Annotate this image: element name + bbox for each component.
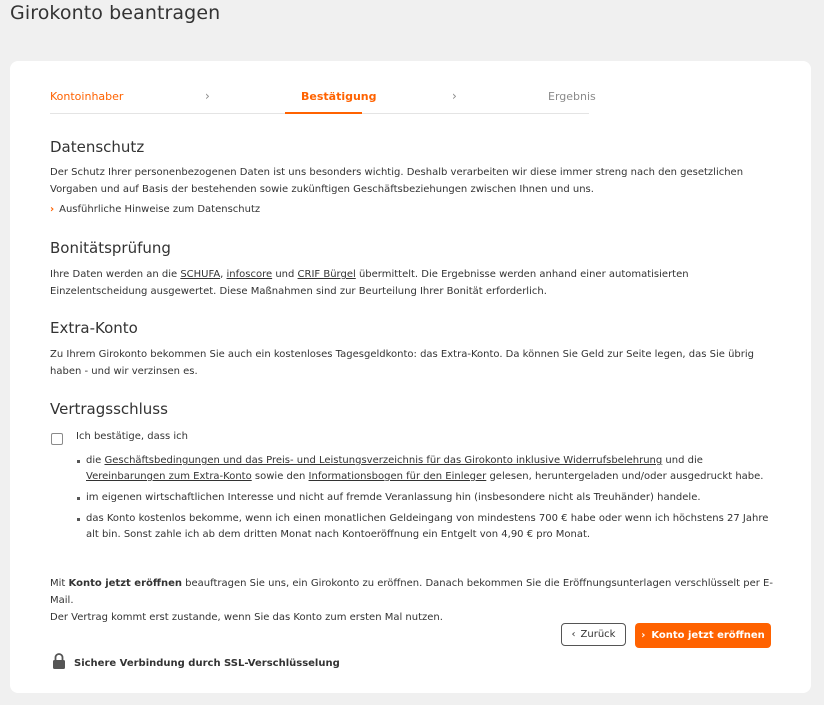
- list-item: [76, 453, 776, 485]
- progress-stepper: [50, 89, 596, 114]
- ssl-notice-label: Sichere Verbindung durch SSL-Verschlüsselung: [74, 657, 340, 669]
- step-kontoinhaber[interactable]: Kontoinhaber: [50, 90, 124, 103]
- bonitaet-heading: Bonitätsprüfung: [50, 239, 171, 257]
- footer-text-part: Der Vertrag kommt erst zustande, wenn Sie das Konto zum ersten Mal nutzen.: [50, 612, 443, 623]
- datenschutz-hint-link[interactable]: [50, 204, 260, 215]
- extra-konto-text: Zu Ihrem Girokonto bekommen Sie auch ein kostenloses Tagesgeldkonto: das Extra-Konto. Da können Sie Geld zur Seite legen, das Sie übrig haben - und wir verzinsen es.: [50, 349, 755, 377]
- chevron-left-icon: ‹: [571, 629, 576, 640]
- bonitaet-text-part: übermittelt. Die Ergebnisse werden anhand einer automatisierten Einzelentscheidung ausgewertet. Diese Maßnahmen sind zur Beurteilung Ihrer Bonität erforderlich.: [50, 269, 689, 297]
- bonitaet-text-part: und: [272, 269, 298, 280]
- vertragsschluss-heading: Vertragsschluss: [50, 400, 168, 418]
- bonitaet-text-part: Ihre Daten werden an die: [50, 269, 181, 280]
- bonitaet-text: [50, 266, 780, 300]
- back-button[interactable]: [561, 623, 626, 646]
- confirmation-list: [76, 453, 776, 548]
- agb-link[interactable]: Geschäftsbedingungen und das Preis- und Leistungsverzeichnis für das Girokonto inklusive Widerrufsbelehrung: [104, 455, 663, 466]
- footer-text-part: Mit: [50, 578, 69, 589]
- list-item: das Konto kostenlos bekomme, wenn ich einen monatlichen Geldeingang von mindestens 700 € habe oder wenn ich höchstens 27 Jahre alt bin. Sonst zahle ich ab dem dritten Monat nach Kontoeröffnung ein Entgelt von 4,90 € pro Monat.: [76, 511, 776, 543]
- confirmation-checkbox-label[interactable]: Ich bestätige, dass ich: [76, 431, 188, 442]
- datenschutz-heading: Datenschutz: [50, 138, 145, 156]
- infoscore-link[interactable]: infoscore: [226, 269, 273, 280]
- ssl-notice: [52, 653, 340, 673]
- page-title: Girokonto beantragen: [10, 2, 221, 24]
- crif-buergel-link[interactable]: CRIF Bürgel: [297, 269, 356, 280]
- step-separator-chevron-icon: ›: [452, 89, 457, 103]
- footer-text-bold: Konto jetzt eröffnen: [68, 578, 182, 589]
- open-account-button[interactable]: [635, 623, 771, 648]
- back-button-label: Zurück: [580, 629, 616, 640]
- datenschutz-text: Der Schutz Ihrer personenbezogenen Daten ist uns besonders wichtig. Deshalb verarbeiten wir diese immer streng nach den gesetzlichen Vorgaben und auf Basis der bestehenden sowie zukünftigen Geschäftsbeziehungen zwischen Ihnen und uns.: [50, 167, 744, 195]
- chevron-right-icon: ›: [50, 204, 55, 215]
- extra-konto-heading: Extra-Konto: [50, 319, 138, 337]
- list-item: im eigenen wirtschaftlichen Interesse und nicht auf fremde Veranlassung hin (insbesondere nicht als Treuhänder) handele.: [76, 490, 776, 506]
- footer-text-part: beauftragen Sie uns, ein Girokonto zu eröffnen. Danach bekommen Sie die Eröffnungsunterlagen verschlüsselt per E-Mail.: [50, 578, 773, 606]
- list-item-text: die: [86, 455, 105, 466]
- extra-konto-vereinbarungen-link[interactable]: Vereinbarungen zum Extra-Konto: [86, 471, 252, 482]
- step-separator-chevron-icon: ›: [205, 89, 210, 103]
- datenschutz-hint-link-label: Ausführliche Hinweise zum Datenschutz: [59, 204, 261, 215]
- schufa-link[interactable]: SCHUFA: [180, 269, 221, 280]
- chevron-right-icon: ›: [641, 630, 646, 641]
- active-step-indicator: [285, 112, 362, 114]
- step-ergebnis: Ergebnis: [548, 90, 596, 103]
- informationsbogen-link[interactable]: Informationsbogen für den Einleger: [308, 471, 487, 482]
- contract-footer-text: [50, 575, 780, 626]
- list-item-text: sowie den: [251, 471, 309, 482]
- list-item-text: gelesen, heruntergeladen und/oder ausgedruckt habe.: [486, 471, 764, 482]
- list-item-text: und die: [662, 455, 703, 466]
- application-card: [10, 61, 811, 693]
- open-account-button-label: Konto jetzt eröffnen: [651, 630, 765, 641]
- lock-icon: [52, 652, 66, 674]
- confirmation-checkbox[interactable]: [51, 433, 63, 445]
- bonitaet-text-part: ,: [220, 269, 227, 280]
- step-bestaetigung: Bestätigung: [301, 90, 377, 103]
